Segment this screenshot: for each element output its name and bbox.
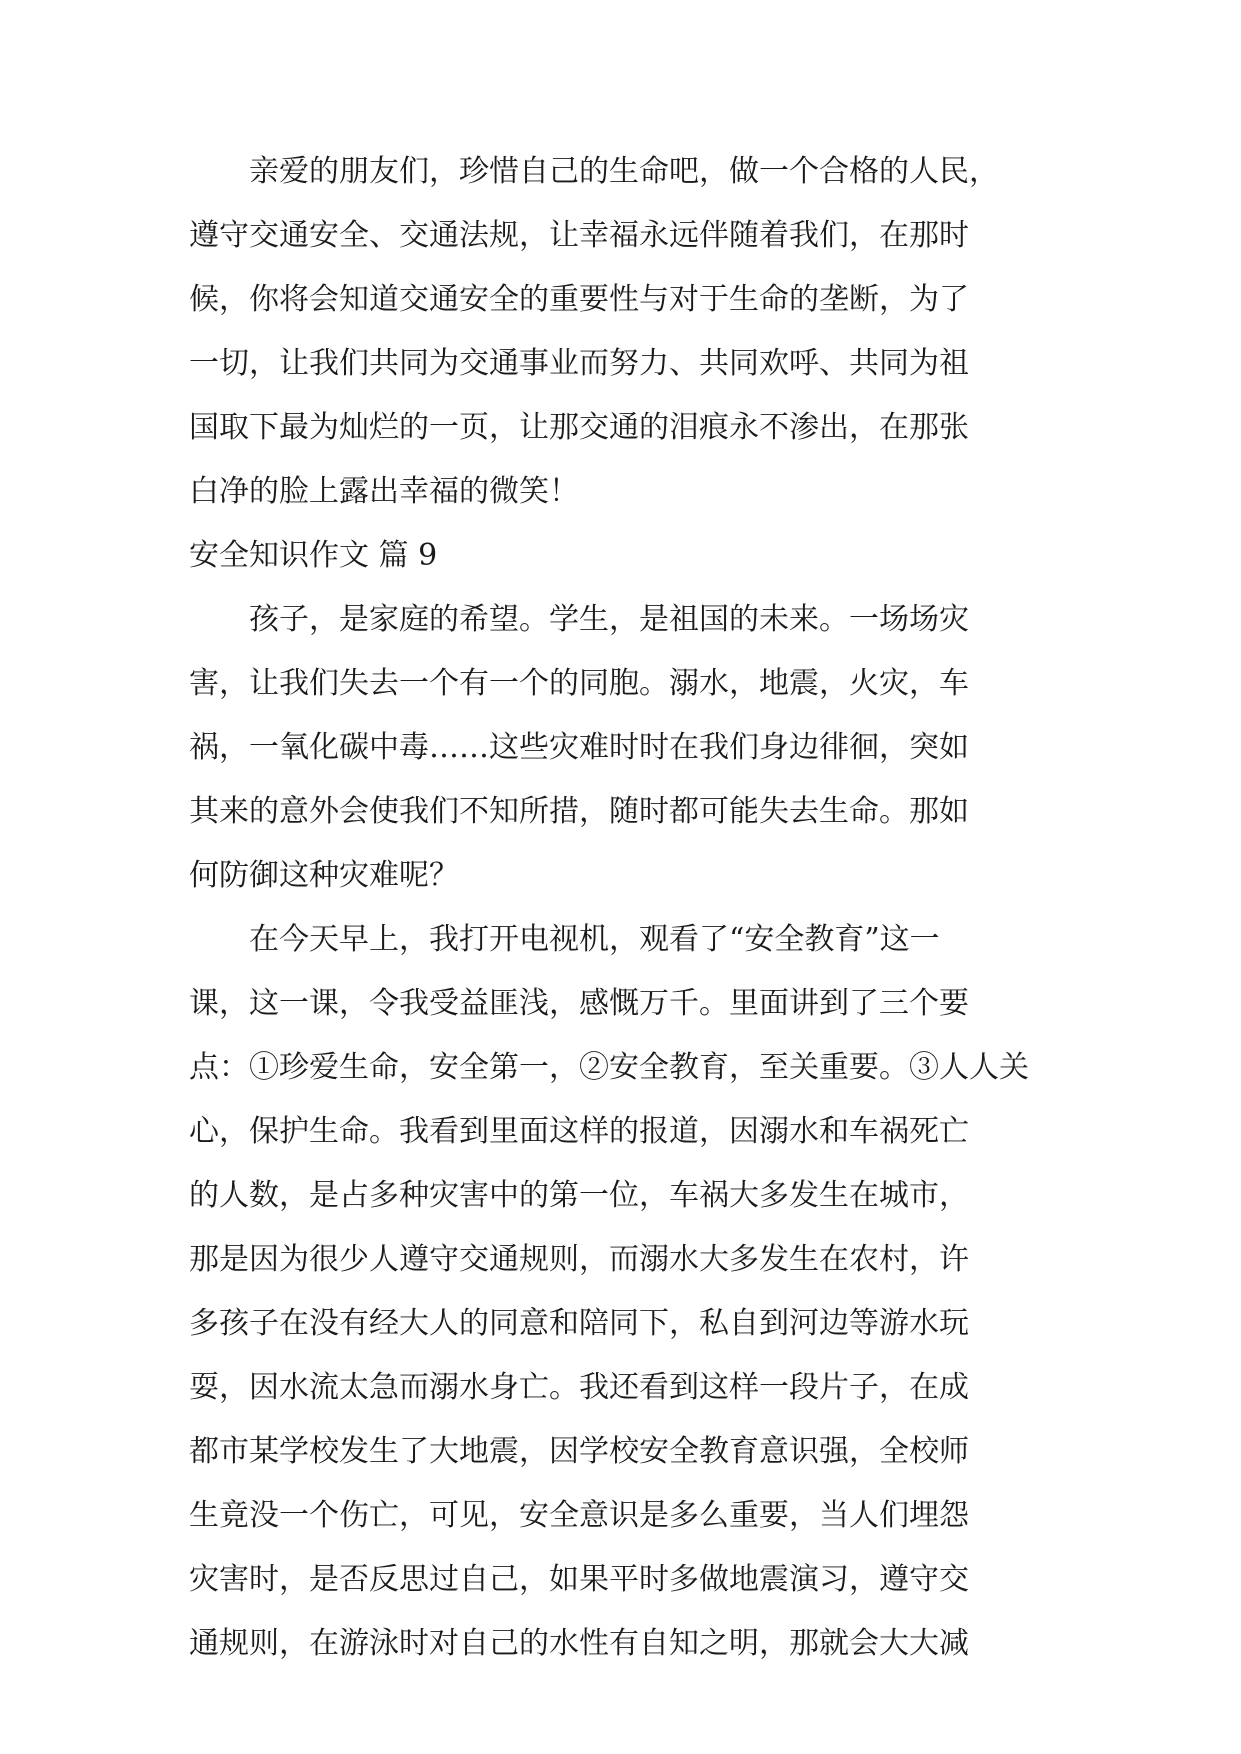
text-line: 心，保护生命。我看到里面这样的报道，因溺水和车祸死亡	[189, 1114, 969, 1149]
section-heading: 安全知识作文 篇 9	[189, 538, 438, 573]
text-line: 遵守交通安全、交通法规，让幸福永远伴随着我们，在那时	[189, 218, 969, 253]
text-line: 灾害时，是否反思过自己，如果平时多做地震演习，遵守交	[189, 1562, 969, 1597]
text-line: 多孩子在没有经大人的同意和陪同下，私自到河边等游水玩	[189, 1306, 969, 1341]
paragraph-body	[189, 908, 1051, 1676]
text-line: 课，这一课，令我受益匪浅，感慨万千。里面讲到了三个要	[189, 986, 969, 1021]
text-line: 点：①珍爱生命，安全第一，②安全教育，至关重要。③人人关	[189, 1050, 1029, 1085]
text-line: 都市某学校发生了大地震，因学校安全教育意识强，全校师	[189, 1434, 969, 1469]
text-line: 候，你将会知道交通安全的重要性与对于生命的垄断，为了	[189, 282, 969, 317]
text-line: 其来的意外会使我们不知所措，随时都可能失去生命。那如	[189, 794, 969, 829]
text-line: 那是因为很少人遵守交通规则，而溺水大多发生在农村，许	[189, 1242, 969, 1277]
paragraph-intro	[189, 588, 1051, 908]
text-line: 通规则，在游泳时对自己的水性有自知之明，那就会大大减	[189, 1626, 969, 1661]
text-line: 国取下最为灿烂的一页，让那交通的泪痕永不渗出，在那张	[189, 410, 969, 445]
text-line: 害，让我们失去一个有一个的同胞。溺水，地震，火灾，车	[189, 666, 969, 701]
text-line: 生竟没一个伤亡，可见，安全意识是多么重要，当人们埋怨	[189, 1498, 969, 1533]
paragraph-closing	[189, 140, 1051, 524]
text-line: 祸，一氧化碳中毒……这些灾难时时在我们身边徘徊，突如	[189, 730, 969, 765]
text-line: 孩子，是家庭的希望。学生，是祖国的未来。一场场灾	[249, 602, 969, 637]
text-line: 白净的脸上露出幸福的微笑！	[189, 474, 579, 509]
document-body	[189, 140, 1051, 1676]
text-line: 何防御这种灾难呢？	[189, 858, 459, 893]
text-line: 的人数，是占多种灾害中的第一位，车祸大多发生在城市，	[189, 1178, 969, 1213]
text-line: 亲爱的朋友们，珍惜自己的生命吧，做一个合格的人民，	[249, 154, 999, 189]
text-line: 在今天早上，我打开电视机，观看了“安全教育”这一	[249, 922, 940, 957]
text-line: 一切，让我们共同为交通事业而努力、共同欢呼、共同为祖	[189, 346, 969, 381]
text-line: 耍，因水流太急而溺水身亡。我还看到这样一段片子，在成	[189, 1370, 969, 1405]
